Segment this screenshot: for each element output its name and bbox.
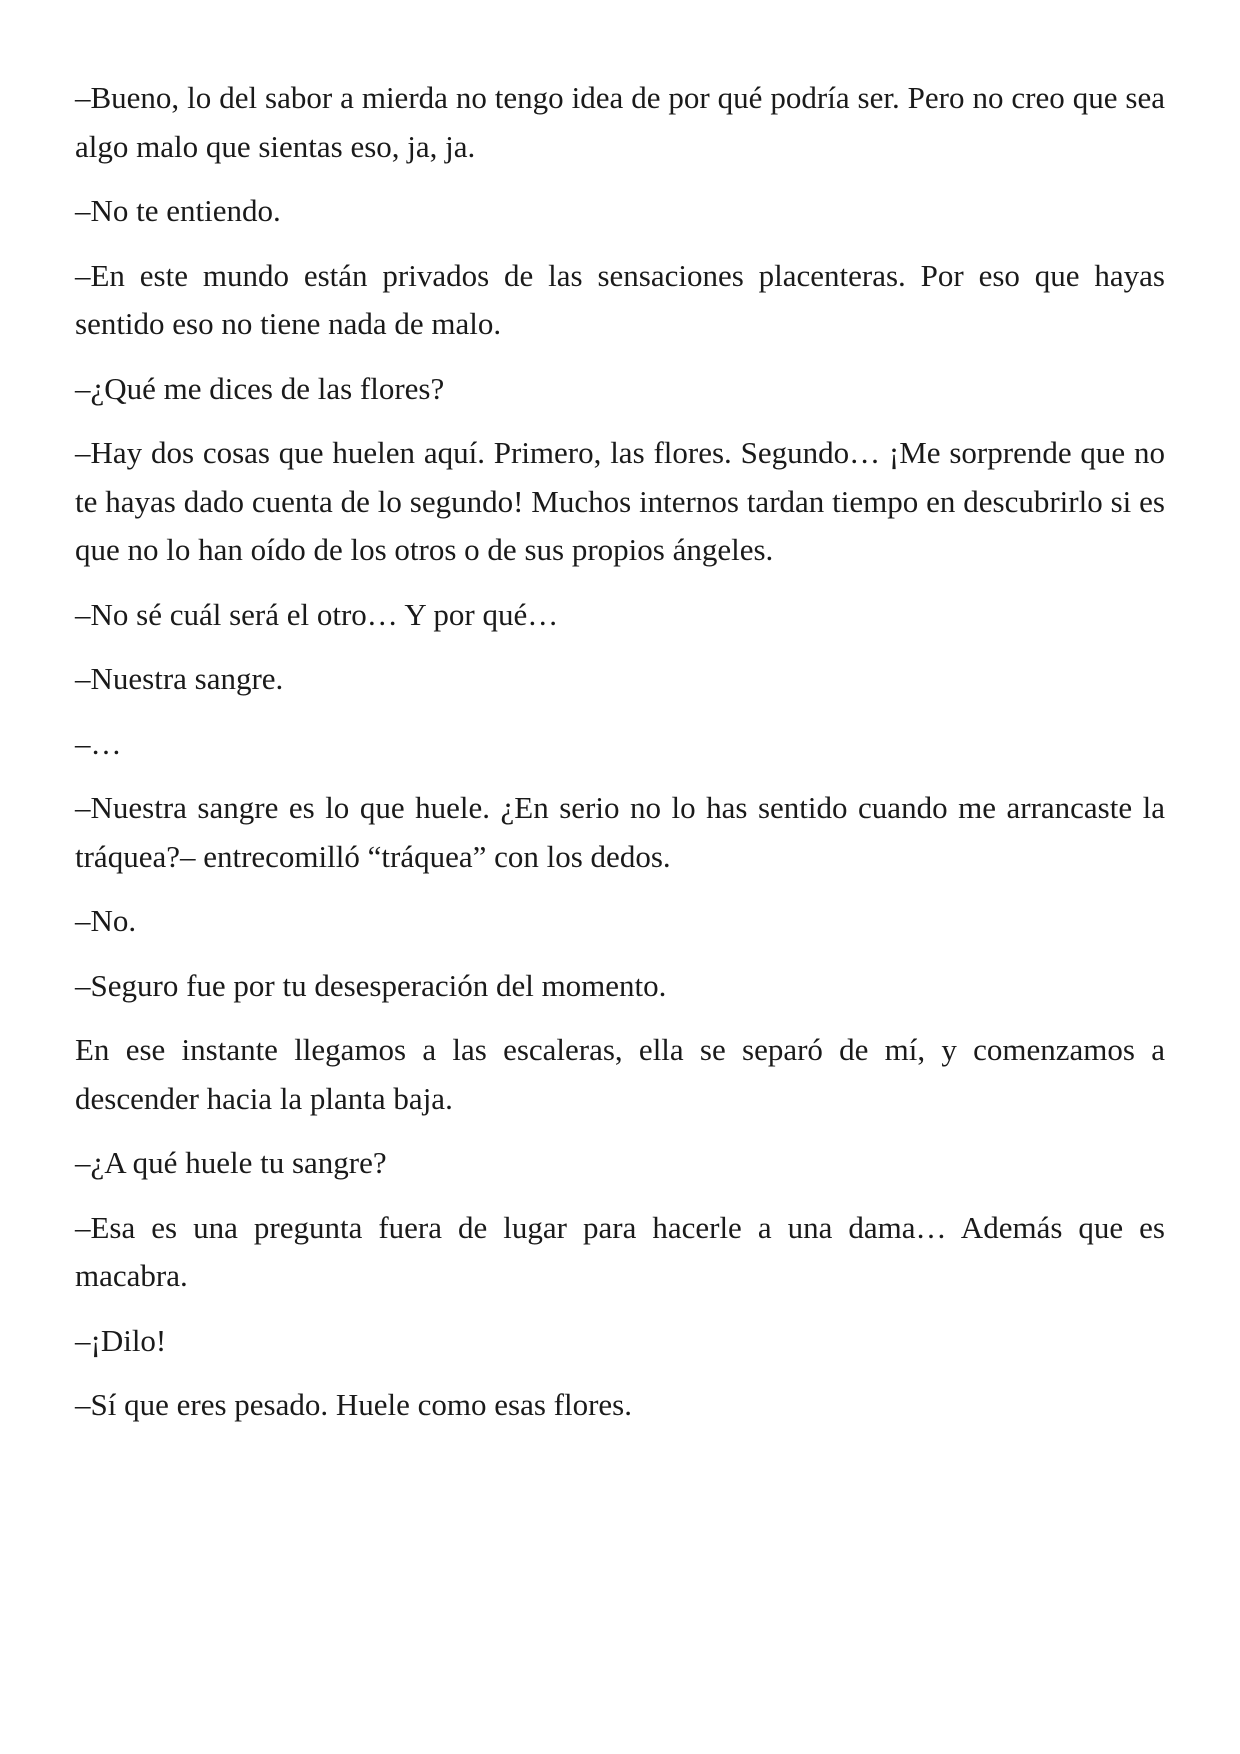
paragraph: –Bueno, lo del sabor a mierda no tengo idea de por qué podría ser. Pero no creo que sea algo malo que sientas eso, ja, ja. [75, 80, 1165, 164]
paragraph: –En este mundo están privados de las sensaciones placenteras. Por eso que hayas sentido eso no tiene nada de malo. [75, 257, 1165, 341]
paragraph: –¿A qué huele tu sangre? [75, 1145, 387, 1180]
paragraph: –Esa es una pregunta fuera de lugar para hacerle a una dama… Además que es macabra. [75, 1209, 1165, 1293]
paragraph: –No te entiendo. [75, 193, 281, 228]
paragraph: –No. [75, 903, 137, 938]
paragraph: –Nuestra sangre es lo que huele. ¿En serio no lo has sentido cuando me arrancaste la tráquea?– entrecomilló “tráquea” con los dedos. [75, 790, 1165, 874]
paragraph: –… [75, 725, 122, 761]
paragraph: –Sí que eres pesado. Huele como esas flores. [75, 1387, 632, 1422]
paragraph: –¿Qué me dices de las flores? [75, 370, 445, 406]
paragraph: En ese instante llegamos a las escaleras, ella se separó de mí, y comenzamos a descender hacia la planta baja. [75, 1032, 1165, 1116]
paragraph: –¡Dilo! [75, 1322, 167, 1358]
body-text [75, 74, 1165, 1446]
paragraph: –Hay dos cosas que huelen aquí. Primero, las flores. Segundo… ¡Me sorprende que no te hayas dado cuenta de lo segundo! Muchos internos tardan tiempo en descubrirlo si es que no lo han oído de los otros o de sus propios ángeles. [75, 435, 1165, 567]
paragraph: –No sé cuál será el otro… Y por qué… [75, 596, 559, 632]
paragraph: –Nuestra sangre. [75, 661, 284, 696]
paragraph: –Seguro fue por tu desesperación del momento. [75, 967, 667, 1003]
